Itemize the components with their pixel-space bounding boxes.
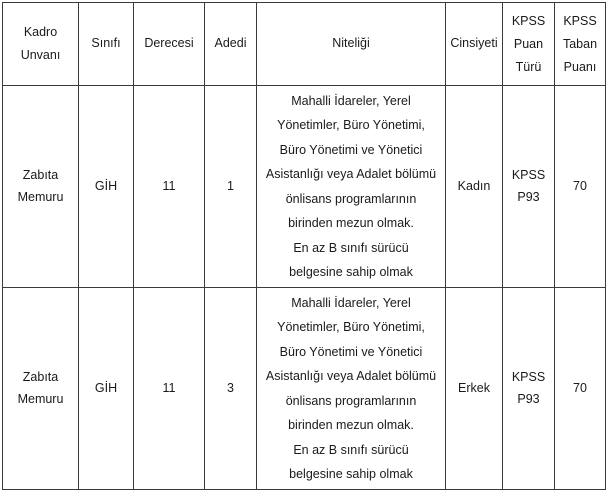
- table-row: [3, 86, 606, 288]
- header-derecesi: Derecesi: [134, 3, 205, 86]
- header-kpss-puan-turu: KPSS Puan Türü: [503, 3, 555, 86]
- cell-sinifi: GİH: [79, 86, 134, 288]
- header-adedi: Adedi: [205, 3, 257, 86]
- header-sinifi: Sınıfı: [79, 3, 134, 86]
- header-kpss-taban-puani: KPSS Taban Puanı: [555, 3, 606, 86]
- cell-kpss-taban-puani: 70: [555, 86, 606, 288]
- cell-adedi: 1: [205, 86, 257, 288]
- cell-adedi: 3: [205, 288, 257, 490]
- cell-derecesi: 11: [134, 86, 205, 288]
- position-table: [2, 2, 606, 490]
- cell-cinsiyeti: Kadın: [446, 86, 503, 288]
- cell-kpss-puan-turu: KPSS P93: [503, 288, 555, 490]
- cell-niteligi: Mahalli İdareler, Yerel Yönetimler, Büro Yönetimi, Büro Yönetimi ve Yönetici Asistanlığı veya Adalet bölümü önlisans programlarının birinden mezun olmak. En az B sınıfı sürücü belgesine sahip olmak: [257, 86, 446, 288]
- header-cinsiyeti: Cinsiyeti: [446, 3, 503, 86]
- cell-kpss-taban-puani: 70: [555, 288, 606, 490]
- header-niteligi: Niteliği: [257, 3, 446, 86]
- header-kadro-unvani: Kadro Unvanı: [3, 3, 79, 86]
- cell-kadro-unvani: Zabıta Memuru: [3, 86, 79, 288]
- cell-kadro-unvani: Zabıta Memuru: [3, 288, 79, 490]
- cell-niteligi: Mahalli İdareler, Yerel Yönetimler, Büro Yönetimi, Büro Yönetimi ve Yönetici Asistanlığı veya Adalet bölümü önlisans programlarının birinden mezun olmak. En az B sınıfı sürücü belgesine sahip olmak: [257, 288, 446, 490]
- header-row: [3, 3, 606, 86]
- cell-cinsiyeti: Erkek: [446, 288, 503, 490]
- cell-kpss-puan-turu: KPSS P93: [503, 86, 555, 288]
- cell-derecesi: 11: [134, 288, 205, 490]
- table-row: [3, 288, 606, 490]
- cell-sinifi: GİH: [79, 288, 134, 490]
